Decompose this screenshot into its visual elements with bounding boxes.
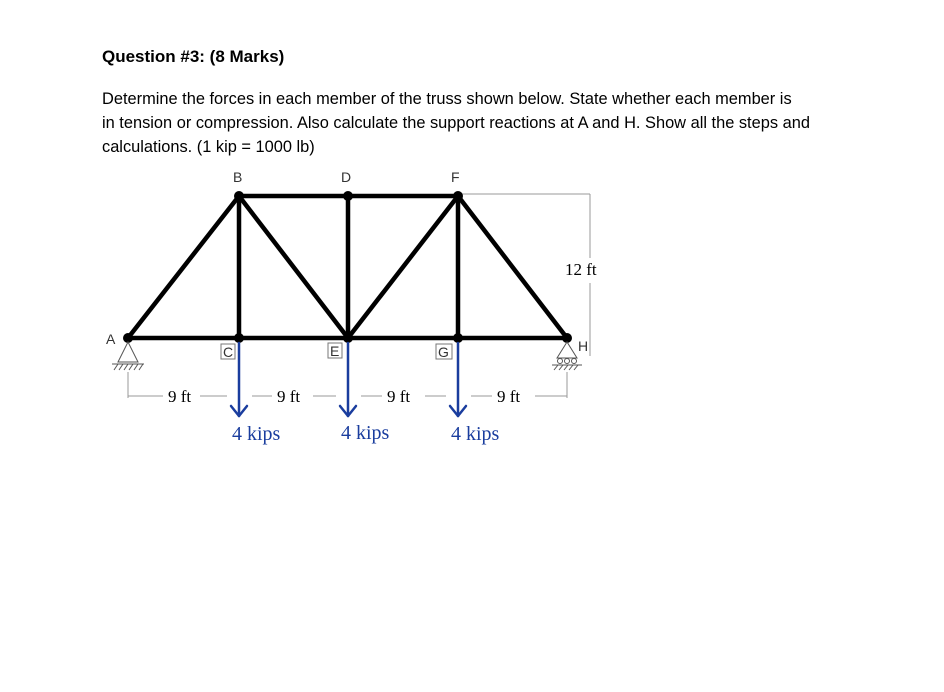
load-label-c: 4 kips bbox=[232, 423, 281, 445]
member-fh bbox=[458, 196, 567, 338]
load-arrows bbox=[231, 343, 466, 416]
label-e: E bbox=[330, 343, 340, 359]
label-c: C bbox=[223, 344, 234, 360]
member-ef bbox=[348, 196, 458, 338]
label-d: D bbox=[341, 169, 352, 185]
load-label-g: 4 kips bbox=[451, 423, 500, 445]
joint-d bbox=[343, 191, 353, 201]
span-label-1: 9 ft bbox=[168, 387, 192, 406]
label-g: G bbox=[438, 344, 449, 360]
question-line-2: in tension or compression. Also calculate the support reactions at A and H. Show all the steps and bbox=[102, 114, 810, 132]
joint-c bbox=[234, 333, 244, 343]
label-a: A bbox=[106, 331, 116, 347]
question-line-3: calculations. (1 kip = 1000 lb) bbox=[102, 138, 315, 156]
label-b: B bbox=[233, 169, 243, 185]
truss-members bbox=[128, 196, 567, 338]
span-label-3: 9 ft bbox=[387, 387, 411, 406]
question-title: Question #3: (8 Marks) bbox=[102, 47, 285, 66]
label-f: F bbox=[451, 169, 460, 185]
joint-g bbox=[453, 333, 463, 343]
member-be bbox=[239, 196, 348, 338]
span-label-2: 9 ft bbox=[277, 387, 301, 406]
member-ab bbox=[128, 196, 239, 338]
span-label-4: 9 ft bbox=[497, 387, 521, 406]
joint-f bbox=[453, 191, 463, 201]
label-h: H bbox=[578, 338, 589, 354]
load-label-e: 4 kips bbox=[341, 422, 390, 444]
joint-e bbox=[343, 333, 353, 343]
pin-support-a bbox=[112, 342, 144, 370]
height-label: 12 ft bbox=[565, 260, 597, 279]
joint-b bbox=[234, 191, 244, 201]
question-line-1: Determine the forces in each member of the truss shown below. State whether each member is bbox=[102, 90, 792, 108]
